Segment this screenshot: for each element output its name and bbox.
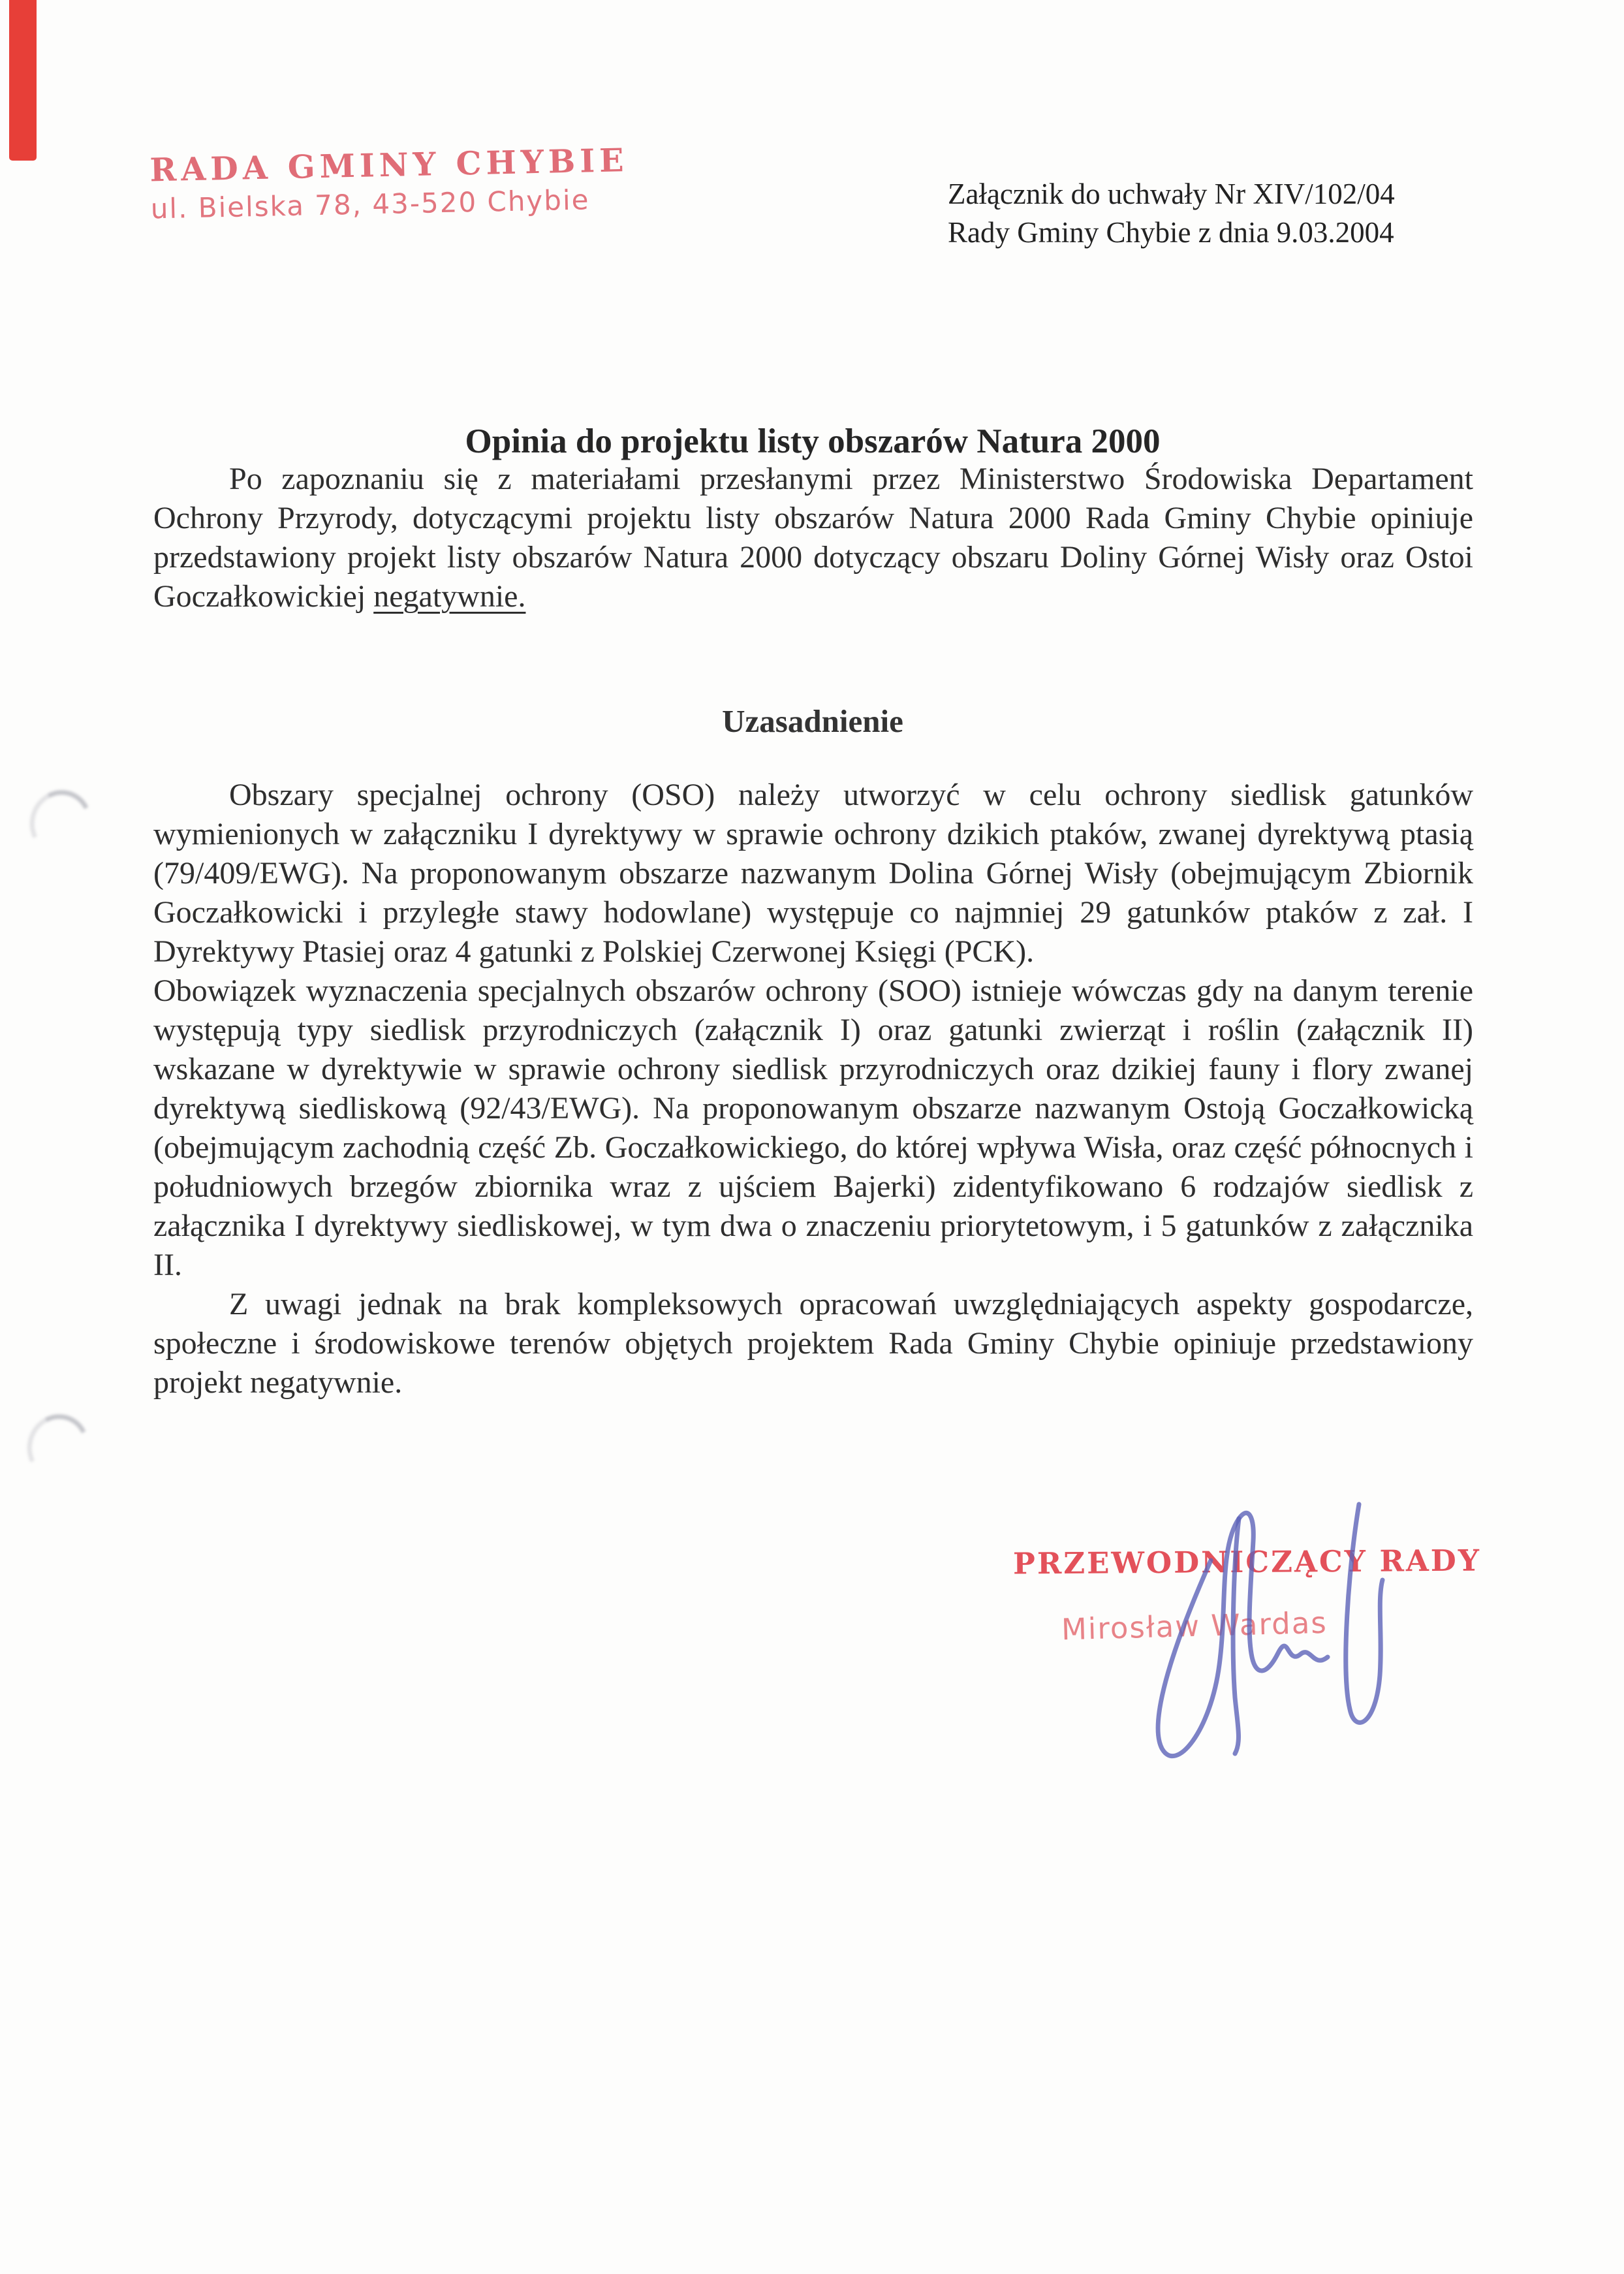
sender-stamp-name: RADA GMINY CHYBIE: [149, 141, 629, 189]
opinion-paragraph: [153, 460, 1473, 616]
opinion-paragraph-underlined-word: negatywnie.: [373, 579, 526, 614]
chairman-name-stamp: Mirosław Wardas: [1061, 1605, 1328, 1647]
opinion-paragraph-text: [153, 460, 1473, 616]
punch-hole-shadow-upper: [22, 782, 100, 863]
attachment-reference-line2: Rady Gminy Chybie z dnia 9.03.2004: [948, 216, 1394, 249]
sender-stamp: [149, 139, 738, 225]
opinion-paragraph-before: Po zapoznaniu się z materiałami przesłanymi przez Ministerstwo Środowiska Departament Ochrony Przyrody, dotyczącymi projektu listy obszarów Natura 2000 Rada Gminy Chybie opiniuje przedstawiony projekt listy obszarów Natura 2000 dotyczący obszaru Doliny Górnej Wisły oraz Ostoi Goczałkowickiej: [153, 462, 1473, 614]
punch-hole-shadow-lower: [19, 1406, 97, 1487]
red-edge-mark: [9, 0, 37, 161]
document-title: Opinia do projektu listy obszarów Natura 2000: [465, 422, 1161, 460]
attachment-reference-line1: Załącznik do uchwały Nr XIV/102/04: [948, 178, 1395, 210]
justification-paragraph-2: Obowiązek wyznaczenia specjalnych obszarów ochrony (SOO) istnieje wówczas gdy na danym terenie występują typy siedlisk przyrodniczych (załącznik I) oraz gatunki zwierząt i roślin (załącznik II) wskazane w dyrektywie w sprawie ochrony siedlisk przyrodniczych oraz dzikiej fauny i flory zwanej dyrektywą siedliskową (92/43/EWG). Na proponowanym obszarze nazwanym Ostoją Goczałkowicką (obejmującym zachodnią część Zb. Goczałkowickiego, do której wpływa Wisła, oraz część północnych i południowych brzegów zbiornika wraz z ujściem Bajerki) zidentyfikowano 6 rodzajów siedlisk z załącznika I dyrektywy siedliskowej, w tym dwa o znaczeniu priorytetowym, i 5 gatunków z załącznika II.: [153, 973, 1473, 1282]
attachment-reference: [948, 175, 1395, 252]
justification-paragraph-3: Z uwagi jednak na brak kompleksowych opracowań uwzględniających aspekty gospodarcze, społeczne i środowiskowe terenów objętych projektem Rada Gminy Chybie opiniuje przedstawiony projekt negatywnie.: [153, 1287, 1473, 1400]
section-heading-uzasadnienie: Uzasadnienie: [722, 703, 903, 739]
justification-body: [153, 776, 1473, 1402]
chairman-role-stamp: PRZEWODNICZĄCY RADY: [1012, 1543, 1482, 1581]
sender-stamp-address: ul. Bielska 78, 43-520 Chybie: [150, 183, 590, 225]
justification-paragraph-1: Obszary specjalnej ochrony (OSO) należy utworzyć w celu ochrony siedlisk gatunków wymienionych w załączniku I dyrektywy w sprawie ochrony dzikich ptaków, zwanej dyrektywą ptasią (79/409/EWG). Na proponowanym obszarze nazwanym Dolina Górnej Wisły (obejmującym Zbiornik Goczałkowicki i przyległe stawy hodowlane) występuje co najmniej 29 gatunków ptaków z zał. I Dyrektywy Ptasiej oraz 4 gatunki z Polskiej Czerwonej Księgi (PCK).: [153, 778, 1473, 969]
